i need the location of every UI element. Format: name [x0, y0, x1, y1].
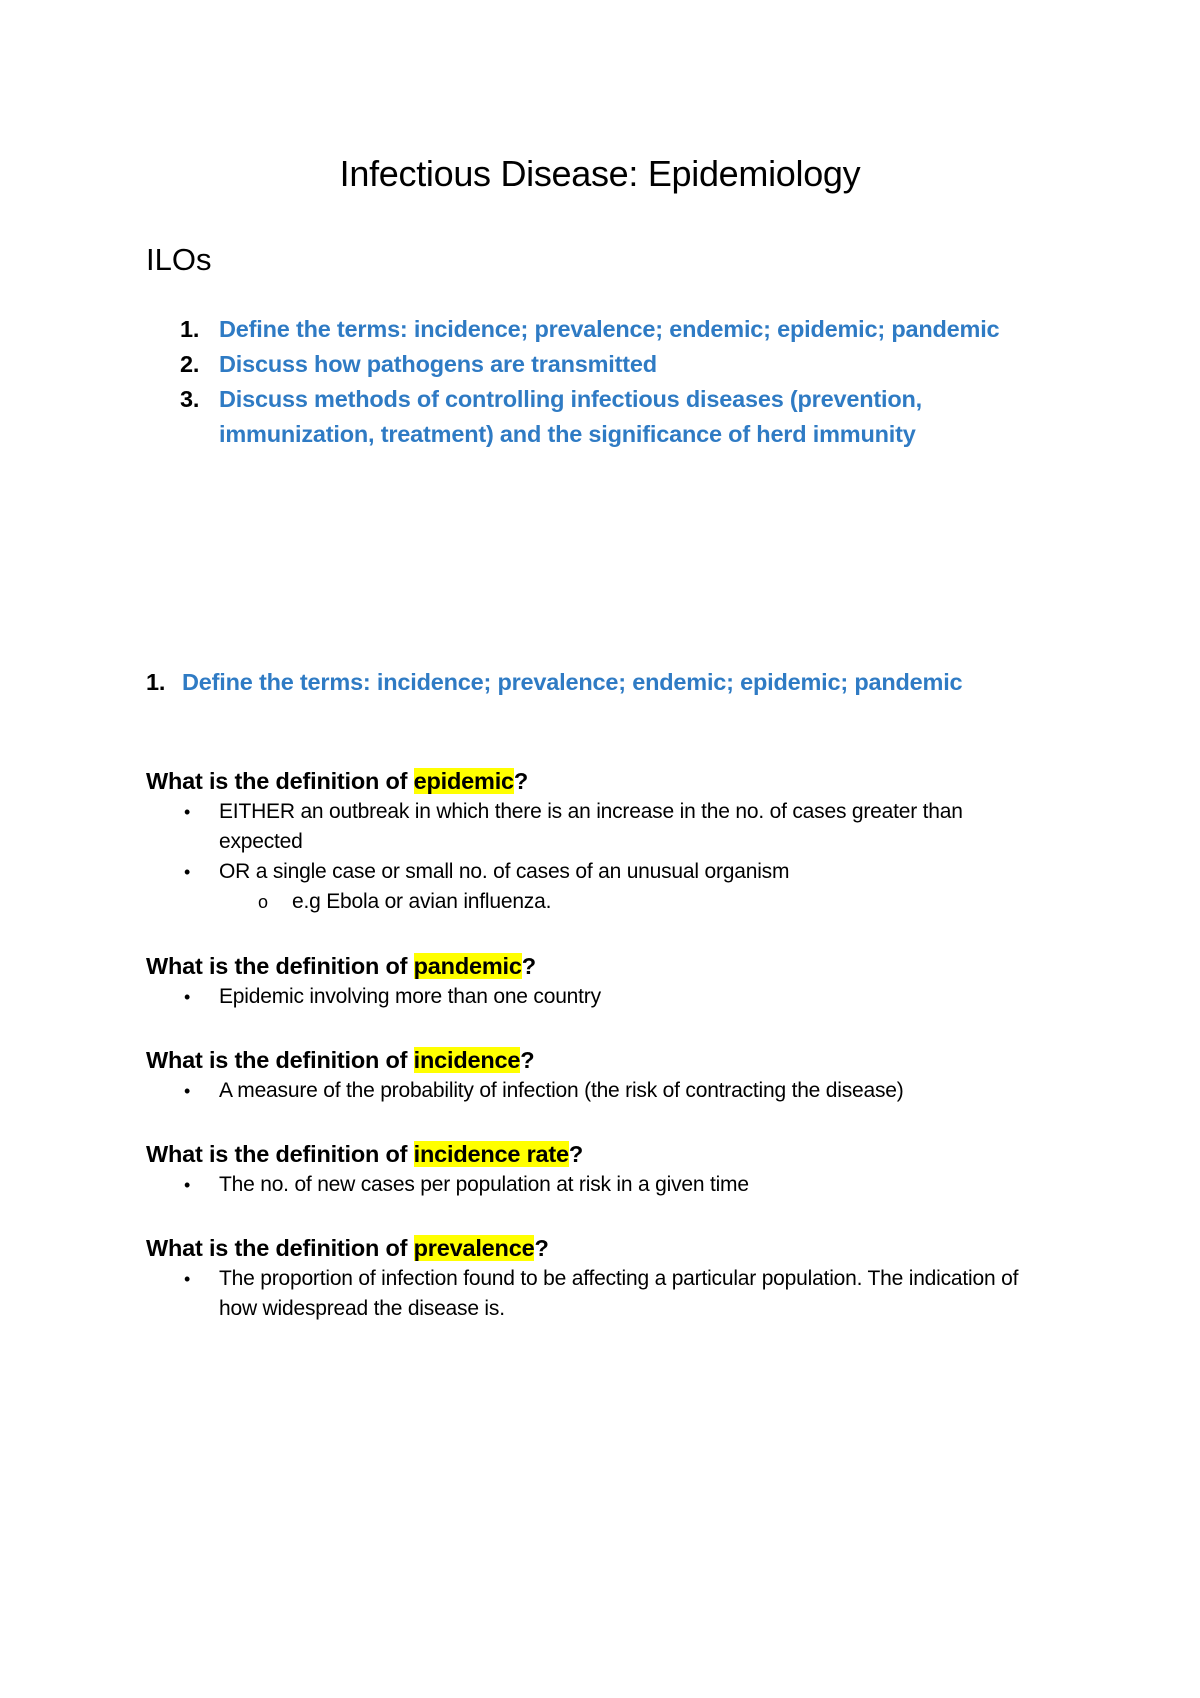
sub-answer-bullet: [146, 887, 1046, 917]
bullet-icon: •: [184, 862, 191, 882]
definition-block: [146, 1044, 1046, 1106]
ilo-item: [146, 347, 1026, 382]
answer-text: OR a single case or small no. of cases of an unusual organism: [219, 860, 790, 883]
question: [146, 1232, 1046, 1264]
highlighted-term: prevalence: [413, 1235, 535, 1261]
bullet-icon: •: [184, 802, 191, 822]
bullet-icon: •: [184, 1175, 191, 1195]
answer-bullet: [146, 1170, 1046, 1200]
bullet-icon: •: [184, 987, 191, 1007]
question: [146, 765, 1046, 797]
answer-text: Epidemic involving more than one country: [219, 985, 601, 1008]
highlighted-term: incidence: [413, 1047, 521, 1073]
section-heading: [146, 665, 962, 700]
answer-bullet: [146, 857, 1046, 887]
definition-block: [146, 765, 1046, 917]
bullet-icon: •: [184, 1081, 191, 1101]
answer-bullet: [146, 982, 1046, 1012]
question-suffix: ?: [520, 1047, 535, 1073]
section-number: 1.: [146, 669, 166, 695]
highlighted-term: pandemic: [413, 953, 522, 979]
question: [146, 1044, 1046, 1076]
answer-bullet: [146, 1264, 1046, 1324]
ilo-number: 1.: [180, 316, 200, 342]
answer-text: EITHER an outbreak in which there is an increase in the no. of cases greater than expected: [219, 800, 963, 853]
definition-block: [146, 1232, 1046, 1324]
highlighted-term: incidence rate: [413, 1141, 569, 1167]
question-prefix: What is the definition of: [146, 768, 414, 794]
answer-bullet: [146, 1076, 1046, 1106]
definition-block: [146, 1138, 1046, 1200]
question-prefix: What is the definition of: [146, 1141, 414, 1167]
highlighted-term: epidemic: [413, 768, 514, 794]
answer-text: The no. of new cases per population at risk in a given time: [219, 1173, 749, 1196]
ilo-item: [146, 382, 1026, 452]
question-prefix: What is the definition of: [146, 953, 414, 979]
question-prefix: What is the definition of: [146, 1235, 414, 1261]
ilo-text: Discuss how pathogens are transmitted: [219, 351, 657, 377]
question-suffix: ?: [534, 1235, 549, 1261]
question: [146, 950, 1046, 982]
circle-bullet-icon: o: [258, 892, 268, 912]
bullet-icon: •: [184, 1269, 191, 1289]
answer-text: The proportion of infection found to be affecting a particular population. The indication of how widespread the disease is.: [219, 1267, 1019, 1320]
question-suffix: ?: [568, 1141, 584, 1167]
question-suffix: ?: [513, 768, 529, 794]
ilo-list: [146, 312, 1026, 452]
ilo-item: [146, 312, 1026, 347]
answer-text: A measure of the probability of infection (the risk of contracting the disease): [219, 1079, 904, 1102]
ilos-heading: ILOs: [146, 242, 212, 277]
answer-bullet: [146, 797, 1046, 857]
question: [146, 1138, 1046, 1170]
document-title: Infectious Disease: Epidemiology: [339, 153, 861, 194]
question-prefix: What is the definition of: [146, 1047, 414, 1073]
ilo-text: Define the terms: incidence; prevalence; endemic; epidemic; pandemic: [219, 316, 1000, 342]
ilo-text: Discuss methods of controlling infectious diseases (prevention, immunization, treatment) and the significance of herd immunity: [219, 386, 922, 447]
ilo-number: 3.: [180, 386, 200, 412]
ilo-number: 2.: [180, 351, 200, 377]
question-suffix: ?: [521, 953, 536, 979]
section-title: Define the terms: incidence; prevalence; endemic; epidemic; pandemic: [182, 669, 963, 695]
definition-block: [146, 950, 1046, 1012]
sub-answer-text: e.g Ebola or avian influenza.: [292, 890, 552, 913]
